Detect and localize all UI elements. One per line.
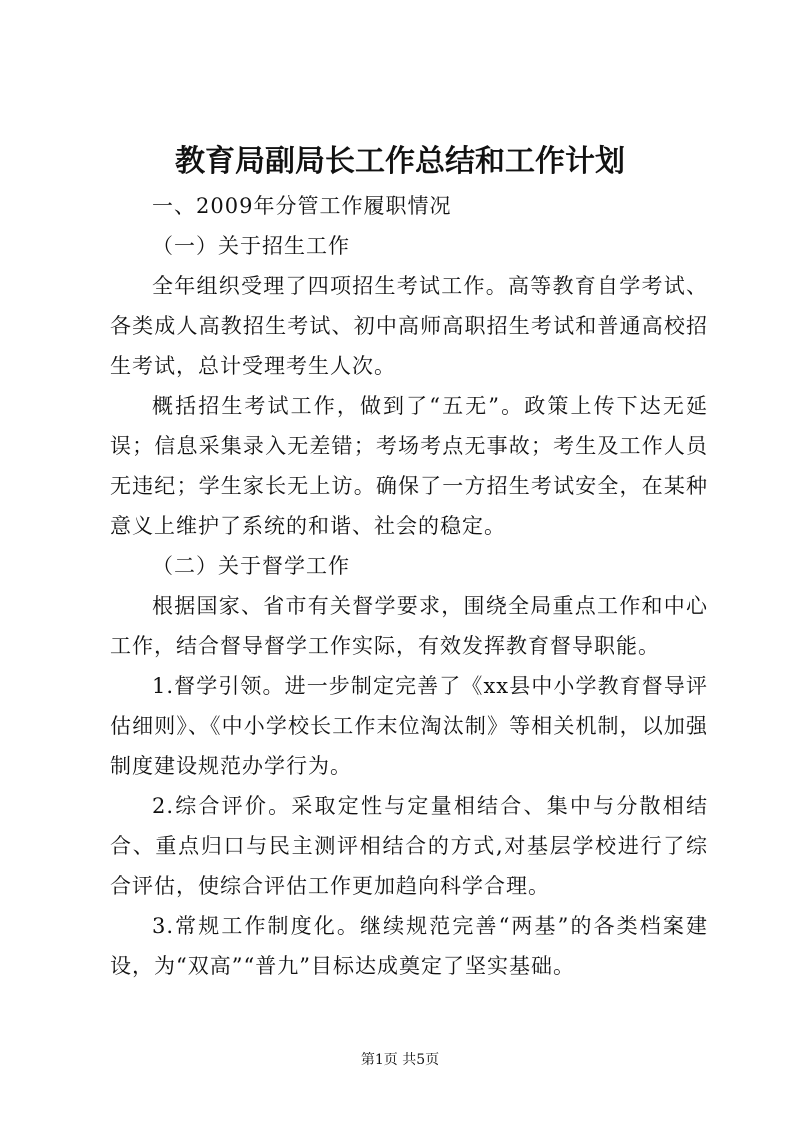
subsection-heading-supervision: （二）关于督学工作 <box>152 554 350 578</box>
paragraph-comprehensive-evaluation: 2.综合评价。采取定性与定量相结合、集中与分散相结合、重点归口与民主测评相结合的方式,对基层学校进行了综合评估，使综合评估工作更加趋向科学合理。 <box>110 794 708 898</box>
paragraph-enrollment-exams: 全年组织受理了四项招生考试工作。高等教育自学考试、各类成人高教招生考试、初中高师高职招生考试和普通高校招生考试，总计受理考生人次。 <box>110 274 708 378</box>
page-number-footer: 第1页 共5页 <box>360 1052 440 1068</box>
paragraph-routine-work: 3.常规工作制度化。继续规范完善“两基”的各类档案建设，为“双高”“普九”目标达成奠定了坚实基础。 <box>110 914 708 978</box>
paragraph-five-nos: 概括招生考试工作，做到了“五无”。政策上传下达无延误；信息采集录入无差错；考场考点无事故；考生及工作人员无违纪；学生家长无上访。确保了一方招生考试安全，在某种意义上维护了系统的和谐、社会的稳定。 <box>110 394 708 538</box>
document-title: 教育局副局长工作总结和工作计划 <box>175 144 625 179</box>
paragraph-supervision-intro: 根据国家、省市有关督学要求，围绕全局重点工作和中心工作，结合督导督学工作实际，有效发挥教育督导职能。 <box>110 594 708 658</box>
section-heading-2009: 一、2009年分管工作履职情况 <box>152 194 452 218</box>
subsection-heading-enrollment: （一）关于招生工作 <box>152 234 350 258</box>
paragraph-supervision-guidance: 1.督学引领。进一步制定完善了《xx县中小学教育督导评估细则》、《中小学校长工作末位淘汰制》等相关机制，以加强制度建设规范办学行为。 <box>110 674 708 778</box>
document-body <box>110 186 708 986</box>
